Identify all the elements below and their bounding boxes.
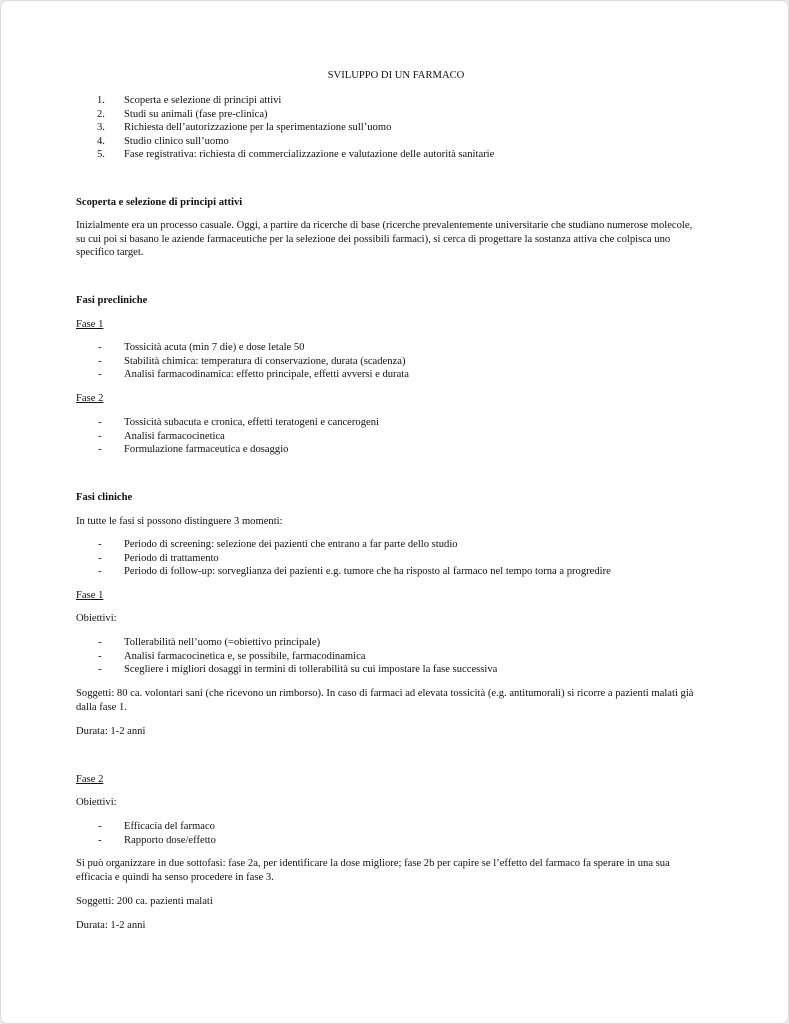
subheading-preclinica-fase2: Fase 2 bbox=[76, 393, 104, 404]
bullet-dash: - bbox=[98, 821, 102, 832]
outline-text: Studi su animali (fase pre-clinica) bbox=[124, 108, 268, 120]
bullet-dash: - bbox=[98, 637, 102, 648]
list-item-text: Analisi farmacocinetica bbox=[124, 430, 225, 442]
list-item-text: Stabilità chimica: temperatura di conservazione, durata (scadenza) bbox=[124, 355, 406, 367]
bullet-dash: - bbox=[98, 342, 102, 353]
clinica-fase1-durata: Durata: 1-2 anni bbox=[76, 726, 146, 737]
clinica-fase2-durata: Durata: 1-2 anni bbox=[76, 920, 146, 931]
bullet-dash: - bbox=[98, 369, 102, 380]
section-heading-cliniche: Fasi cliniche bbox=[76, 492, 133, 503]
document-title: SVILUPPO DI UN FARMACO bbox=[327, 70, 465, 81]
bullet-dash: - bbox=[98, 552, 102, 564]
scoperta-paragraph: Inizialmente era un processo casuale. Oggi, a partire da ricerche di base (ricerche prevalentemente universitarie che studiano numerose molecole, su cui poi si basano le aziende farmaceutiche per la selezione dei possibili farmaci), si cerca di progettare la sostanza attiva che colpisca uno specifico target. bbox=[76, 220, 693, 258]
bullet-dash: - bbox=[98, 430, 102, 442]
outline-text: Scoperta e selezione di principi attivi bbox=[124, 95, 282, 106]
list-item-text: Tossicità subacuta e cronica, effetti teratogeni e cancerogeni bbox=[124, 417, 379, 428]
section-heading-precliniche: Fasi precliniche bbox=[76, 295, 148, 306]
clinica-fase2-note: Si può organizzare in due sottofasi: fase 2a, per identificare la dose migliore; fase 2b per capire se l’effetto del farmaco fa sperare in una sua efficacia e quindi ha senso procedere in fase 3. bbox=[76, 858, 670, 883]
outline-number: 5. bbox=[97, 149, 105, 160]
list-item-text: Periodo di screening: selezione dei pazienti che entrano a far parte dello studio bbox=[124, 539, 458, 550]
list-item-text: Efficacia del farmaco bbox=[124, 821, 215, 832]
clinica-fase2-soggetti: Soggetti: 200 ca. pazienti malati bbox=[76, 896, 213, 907]
list-item-text: Tollerabilità nell’uomo (=obiettivo principale) bbox=[124, 637, 321, 648]
clinica-fase2-obiettivi-label: Obiettivi: bbox=[76, 797, 117, 808]
list-item-text: Scegliere i migliori dosaggi in termini di tollerabilità su cui impostare la fase successiva bbox=[124, 664, 498, 675]
clinica-fase1-soggetti: Soggetti: 80 ca. volontari sani (che ricevono un rimborso). In caso di farmaci ad elevata tossicità (e.g. antitumorali) si ricorre a pazienti malati già dalla fase 1. bbox=[76, 688, 694, 713]
list-item-text: Periodo di trattamento bbox=[124, 552, 219, 564]
clinica-fase1-obiettivi-label: Obiettivi: bbox=[76, 613, 117, 624]
outline-number: 4. bbox=[97, 135, 105, 147]
outline-text: Richiesta dell’autorizzazione per la sperimentazione sull’uomo bbox=[124, 122, 392, 133]
bullet-dash: - bbox=[98, 355, 102, 367]
bullet-dash: - bbox=[98, 566, 102, 577]
bullet-dash: - bbox=[98, 417, 102, 428]
bullet-dash: - bbox=[98, 444, 102, 455]
bullet-dash: - bbox=[98, 650, 102, 662]
list-item-text: Analisi farmacocinetica e, se possibile, farmacodinamica bbox=[124, 650, 366, 662]
outline-text: Fase registrativa: richiesta di commercializzazione e valutazione delle autorità sanitarie bbox=[124, 149, 495, 160]
bullet-dash: - bbox=[98, 539, 102, 550]
cliniche-intro: In tutte le fasi si possono distinguere 3 momenti: bbox=[76, 516, 283, 527]
list-item-text: Rapporto dose/effetto bbox=[124, 834, 216, 846]
list-item-text: Analisi farmacodinamica: effetto principale, effetti avversi e durata bbox=[124, 369, 409, 380]
outline-number: 1. bbox=[97, 95, 105, 106]
list-item-text: Tossicità acuta (min 7 die) e dose letale 50 bbox=[124, 342, 305, 353]
subheading-clinica-fase1: Fase 1 bbox=[76, 590, 104, 601]
list-item-text: Formulazione farmaceutica e dosaggio bbox=[124, 444, 289, 455]
subheading-clinica-fase2: Fase 2 bbox=[76, 774, 104, 785]
outline-number: 2. bbox=[97, 108, 105, 120]
bullet-dash: - bbox=[98, 664, 102, 675]
outline-text: Studio clinico sull’uomo bbox=[124, 135, 229, 147]
outline-number: 3. bbox=[97, 122, 105, 133]
bullet-dash: - bbox=[98, 834, 102, 846]
list-item-text: Periodo di follow-up: sorveglianza dei pazienti e.g. tumore che ha risposto al farmaco nel tempo torna a progredire bbox=[124, 566, 611, 577]
section-heading-scoperta: Scoperta e selezione di principi attivi bbox=[76, 197, 243, 208]
subheading-preclinica-fase1: Fase 1 bbox=[76, 319, 104, 330]
